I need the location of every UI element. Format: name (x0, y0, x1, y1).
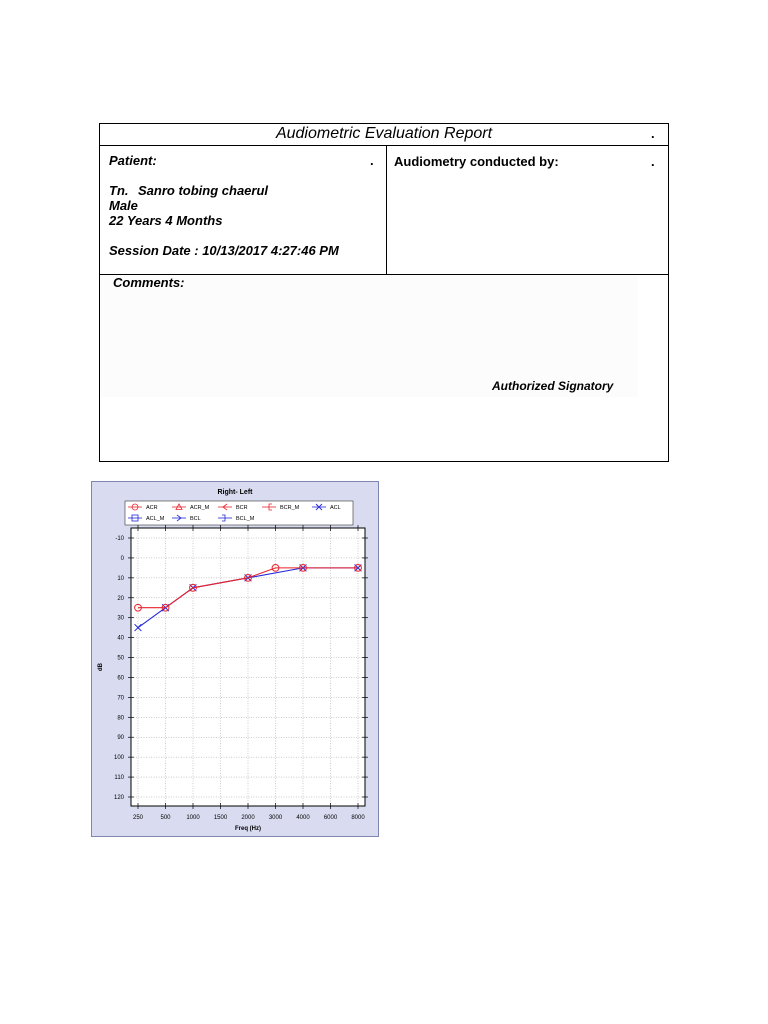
x-tick-label: 8000 (351, 815, 365, 821)
y-tick-label: 70 (117, 695, 124, 702)
legend-label-bcl_m: BCL_M (236, 516, 255, 522)
x-tick-label: 6000 (323, 815, 338, 821)
x-tick-label: 2000 (241, 815, 255, 821)
y-tick-label: -10 (115, 536, 124, 542)
chart-title: Right- Left (217, 489, 253, 496)
patient-section (100, 145, 387, 275)
x-tick-label: 3000 (268, 815, 283, 821)
report-title-row (100, 124, 668, 146)
conducted-by-section (387, 145, 668, 275)
x-tick-label: 1000 (186, 815, 200, 821)
conducted-dot: . (651, 154, 655, 169)
comments-label: Comments: (113, 275, 185, 290)
y-tick-label: 30 (117, 615, 124, 622)
conducted-by-label: Audiometry conducted by: (394, 154, 559, 169)
y-tick-label: 20 (117, 595, 124, 602)
x-tick-label: 4000 (296, 815, 310, 821)
legend-label-bcr: BCR (236, 505, 248, 511)
y-tick-label: 90 (117, 735, 124, 742)
patient-gender: Male (109, 198, 138, 213)
authorized-signatory: Authorized Signatory (492, 379, 614, 393)
y-tick-label: 60 (117, 675, 124, 682)
report-title: Audiometric Evaluation Report (275, 125, 493, 142)
legend-label-acr: ACR (146, 505, 158, 511)
x-tick-label: 1500 (213, 815, 228, 821)
x-axis-label: Freq (Hz) (235, 826, 261, 832)
y-tick-label: 40 (117, 635, 124, 642)
session-date: Session Date : 10/13/2017 4:27:46 PM (109, 243, 339, 258)
legend-label-bcr_m: BCR_M (280, 505, 300, 511)
x-tick-label: 500 (160, 815, 171, 821)
legend-label-acr_m: ACR_M (190, 505, 210, 511)
y-tick-label: 100 (113, 755, 124, 762)
y-tick-label: 10 (117, 575, 124, 582)
legend-label-acl: ACL (330, 505, 341, 511)
legend-label-bcl: BCL (190, 516, 201, 522)
x-tick-label: 250 (132, 815, 144, 821)
title-dot: . (651, 126, 655, 141)
audiometric-report (99, 123, 669, 462)
audiogram-chart (91, 481, 379, 837)
patient-name: Sanro tobing chaerul (138, 183, 269, 198)
y-tick-label: 50 (117, 655, 124, 662)
patient-label: Patient: (109, 153, 157, 168)
y-axis-label: dB (98, 663, 104, 671)
y-tick-label: 0 (120, 555, 124, 562)
patient-prefix: Tn. (109, 183, 129, 198)
patient-dot: . (370, 153, 374, 168)
y-tick-label: 120 (113, 795, 124, 801)
y-tick-label: 80 (117, 715, 124, 722)
y-tick-label: 110 (114, 775, 124, 782)
audiogram-svg (92, 482, 378, 836)
legend-label-acl_m: ACL_M (146, 516, 165, 522)
patient-age: 22 Years 4 Months (109, 213, 223, 228)
plot-area (131, 528, 365, 806)
